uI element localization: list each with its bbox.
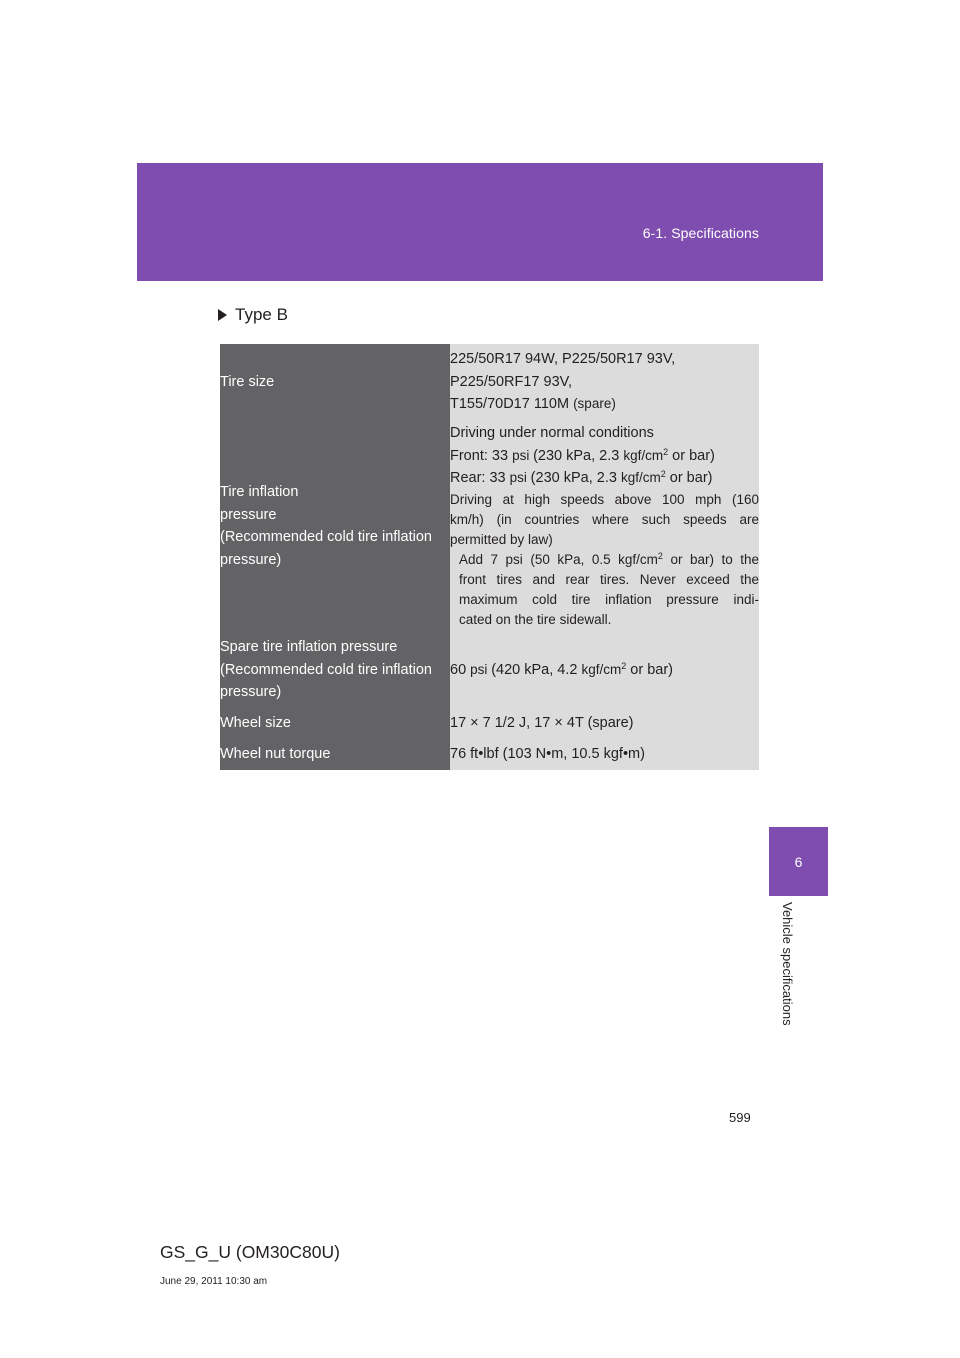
chapter-label: Vehicle specifications [780, 902, 795, 1026]
inflation-value [450, 420, 759, 632]
type-label: Type B [235, 305, 288, 324]
spare-pressure-part: psi [470, 661, 492, 677]
tire-size-spare-note: (spare) [573, 396, 616, 412]
front-pressure-part: or bar) [668, 447, 715, 464]
tire-spec-table [220, 344, 759, 770]
spare-pressure-part: 60 [450, 661, 471, 678]
rear-pressure-part: (230 kPa, 2.3 [530, 470, 621, 487]
rear-pressure [450, 467, 759, 490]
type-heading [218, 305, 288, 325]
spare-pressure-superscript: 2 [621, 660, 627, 671]
inflation-label-line: pressure [220, 506, 277, 523]
add-pressure-part: psi [505, 551, 531, 567]
spare-inflation-value [450, 632, 759, 708]
tire-size-line: P225/50RF17 93V, [450, 373, 573, 390]
high-speed-line: Driving at high speeds above 100 mph (160 [450, 491, 759, 507]
inflation-label-line: (Recommended cold tire inflation [220, 529, 432, 545]
section-header-band [137, 163, 823, 281]
tire-size-spare-text: T155/70D17 110M [450, 396, 574, 413]
chapter-tab [769, 827, 828, 896]
tire-size-line: 225/50R17 94W, P225/50R17 93V, [450, 351, 676, 368]
rear-pressure-part: or bar) [665, 470, 713, 487]
high-speed-line: permitted by law) [450, 531, 553, 547]
spare-inflation-label-line: (Recommended cold tire inflation [220, 661, 432, 678]
add-pressure-part: or bar) to the [662, 551, 760, 567]
front-pressure-part: psi [512, 447, 534, 463]
table-row-wheel-nut [220, 739, 759, 770]
wheel-size-value: 17 × 7 1/2 J, 17 × 4T (spare) [450, 708, 759, 739]
high-speed-note [450, 490, 759, 550]
rear-pressure-part: kgf/cm [620, 470, 661, 486]
add-pressure-line [459, 550, 759, 570]
add-pressure-part: Add 7 [459, 551, 506, 567]
page-number: 599 [729, 1110, 751, 1125]
inflation-label-line: Tire inflation [220, 484, 299, 500]
chapter-number: 6 [794, 853, 803, 870]
triangle-bullet-icon [218, 309, 227, 321]
add-pressure-superscript: 2 [657, 550, 663, 561]
inflation-label [220, 420, 450, 632]
spare-pressure-part: or bar) [626, 661, 673, 678]
tire-size-line [450, 393, 759, 416]
model-code: GS_G_U (OM30C80U) [160, 1242, 340, 1262]
table-row-wheel-size [220, 708, 759, 739]
rear-pressure-part: Rear: 33 [450, 470, 510, 487]
front-pressure-superscript: 2 [663, 446, 669, 457]
front-pressure-part: (230 kPa, 2.3 [533, 447, 624, 464]
spare-inflation-label [220, 632, 450, 708]
wheel-nut-value: 76 ft•lbf (103 N•m, 10.5 kgf•m) [450, 739, 759, 770]
section-title: 6-1. Specifications [642, 225, 759, 241]
instruction-line: cated on the tire sidewall. [459, 611, 612, 627]
wheel-size-label: Wheel size [220, 708, 450, 739]
rear-pressure-part: psi [509, 470, 531, 486]
normal-conditions-heading: Driving under normal conditions [450, 425, 654, 442]
instruction-line: maximum cold tire inflation pressure indi- [459, 591, 759, 607]
front-pressure [450, 445, 759, 468]
tire-size-value [450, 344, 759, 420]
tire-size-label: Tire size [220, 344, 450, 420]
add-pressure-part: kgf/cm [618, 551, 658, 567]
spare-inflation-label-line: pressure) [220, 684, 282, 701]
table-row-spare-inflation [220, 632, 759, 708]
rear-pressure-superscript: 2 [660, 469, 666, 480]
front-pressure-part: kgf/cm [623, 447, 664, 463]
wheel-nut-label: Wheel nut torque [220, 739, 450, 770]
high-speed-instruction [450, 550, 759, 630]
add-pressure-part: (50 kPa, 0.5 [530, 551, 619, 567]
instruction-line: front tires and rear tires. Never exceed the [459, 571, 759, 587]
inflation-label-line: pressure) [220, 551, 282, 568]
print-date: June 29, 2011 10:30 am [160, 1276, 268, 1287]
spare-pressure-part: (420 kPa, 4.2 [491, 661, 582, 678]
table-row-tire-size [220, 344, 759, 420]
spare-pressure-part: kgf/cm [581, 661, 622, 677]
high-speed-line: km/h) (in countries where such speeds are [450, 511, 759, 527]
front-pressure-part: Front: 33 [450, 447, 513, 464]
spare-inflation-label-line: Spare tire inflation pressure [220, 639, 398, 656]
table-row-inflation [220, 420, 759, 632]
